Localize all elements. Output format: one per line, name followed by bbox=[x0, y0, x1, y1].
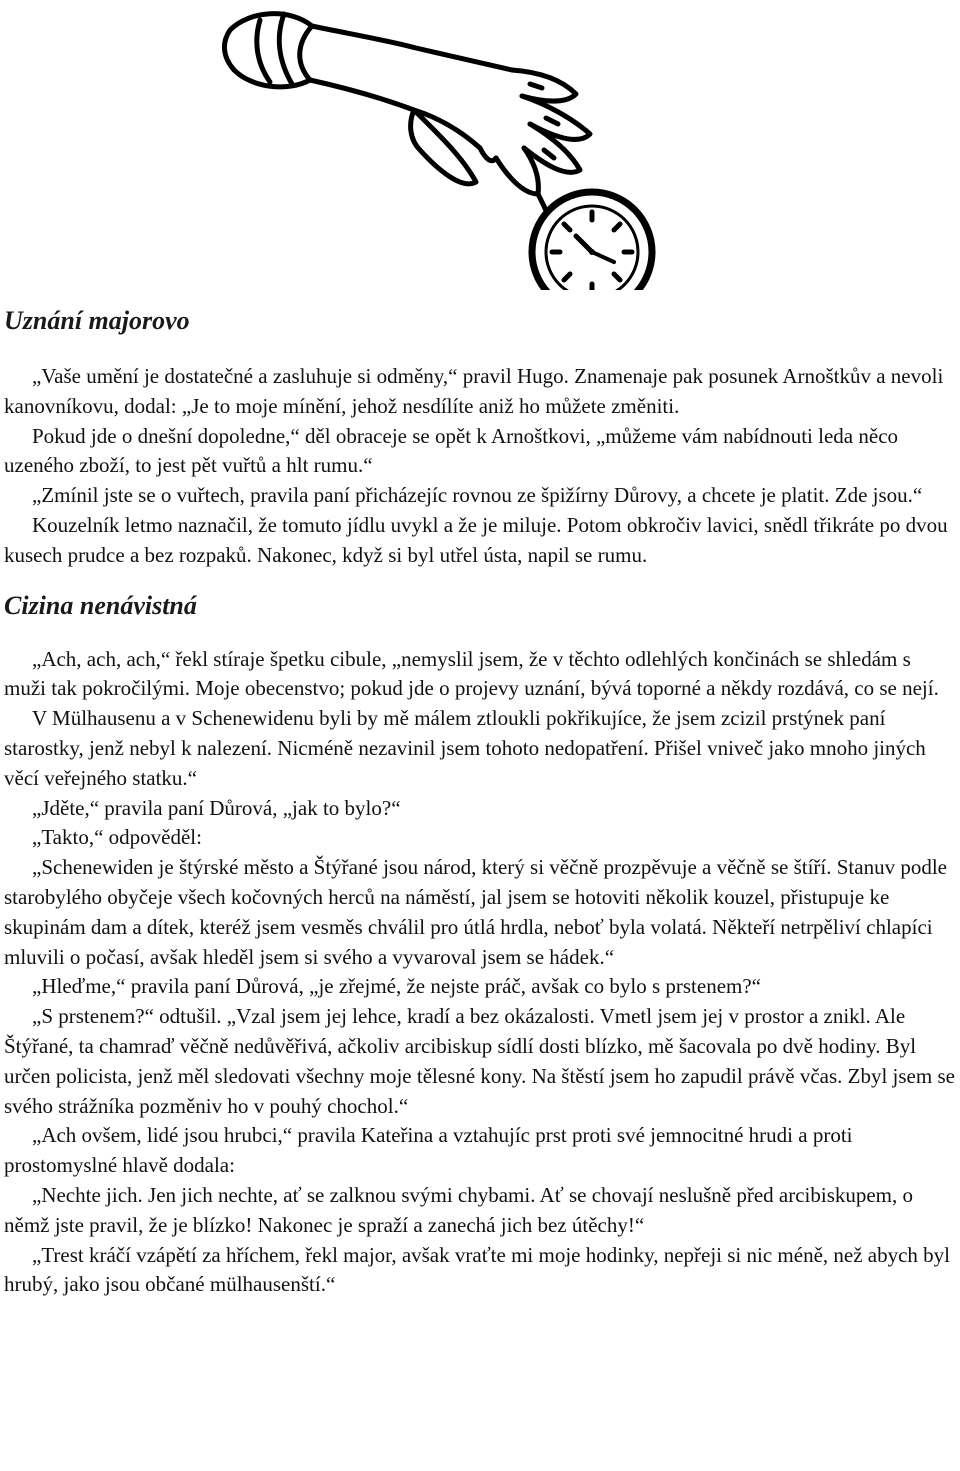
paragraph: „Ach, ach, ach,“ řekl stíraje špetku cibule, „nemyslil jsem, že v těchto odlehlých končinách se shledám s muži tak pokročilými. Moje obecenstvo; pokud jde o projevy uznání, bývá toporné a někdy rozdává, co se nejí. bbox=[4, 646, 939, 701]
paragraph: Pokud jde o dnešní dopoledne,“ děl obraceje se opět k Arnoštkovi, „můžeme vám nabídnouti leda něco uzeného zboží, to jest pět vuřtů a hlt rumu.“ bbox=[4, 423, 899, 478]
paragraph: „Hleďme,“ pravila paní Důrová, „je zřejmé, že nejste práč, avšak co bylo s prstenem?“ bbox=[32, 974, 762, 999]
paragraph: „Vaše umění je dostatečné a zasluhuje si odměny,“ pravil Hugo. Znamenaje pak posunek Arnoštkův a nevoli kanovníkovu, dodal: „Je to moje mínění, jehož nesdílíte aniž ho můžete změniti. bbox=[4, 364, 944, 418]
paragraph: Kouzelník letmo naznačil, že tomuto jídlu uvykl a že je miluje. Potom obkročiv lavici, snědl třikráte po dvou kusech prudce a bez rozpaků. Nakonec, když si byl utřel ústa, napil se rumu. bbox=[4, 512, 948, 567]
paragraph: „Jděte,“ pravila paní Důrová, „jak to bylo?“ bbox=[32, 795, 401, 820]
paragraph: „Zmínil jste se o vuřtech, pravila paní přicházejíc rovnou ze špižírny Důrovy, a chcete je platit. Zde jsou.“ bbox=[32, 483, 923, 508]
paragraph: „Takto,“ odpověděl: bbox=[32, 825, 202, 850]
paragraph: „S prstenem?“ odtušil. „Vzal jsem jej lehce, kradí a bez okázalosti. Vmetl jsem jej v prostor a znikl. Ale Štýřané, ta chamraď věčně nedůvěřivá, ačkoliv arcibiskup sídlí dosti blízko, mě šacovala po dvě hodiny. Byl určen policista, jenž měl sledovati všechny moje tělesné kony. Na štěstí jsem ho zapudil právě včas. Zbyl jsem se svého strážníka pozměniv ho v pouhý chochol.“ bbox=[4, 1004, 955, 1118]
paragraph: „Ach ovšem, lidé jsou hrubci,“ pravila Kateřina a vztahujíc prst proti své jemnocitné hrudi a proti prostomyslné hlavě dodala: bbox=[4, 1123, 853, 1178]
paragraph: V Mülhausenu a v Schenewidenu byli by mě málem ztloukli pokřikujíce, že jsem zcizil prstýnek paní starostky, jenž nebyl k nalezení. Nicméně nezavinil jsem tohoto nedopatření. Přišel vniveč jako mnoho jiných věcí veřejného statku.“ bbox=[4, 706, 926, 790]
section-title-cizina-nenavistna: Cizina nenávistná bbox=[4, 590, 197, 620]
section-title-uznani-majorovo: Uznání majorovo bbox=[4, 306, 190, 335]
paragraph: „Nechte jich. Jen jich nechte, ať se zalknou svými chybami. Ať se chovají neslušně před arcibiskupem, o němž jste pravil, že je blízko! Nakonec je spraží a zanechá jich bez útěchy!“ bbox=[4, 1182, 914, 1237]
paragraph: „Schenewiden je štýrské město a Štýřané jsou národ, který si věčně prozpěvuje a věčně se štíří. Stanuv podle starobylého obyčeje všech kočovných herců na náměstí, jal jsem se hotoviti několik kouzel, přistupuje ke skupinám dam a dítek, kteréž jsem vesměs chválil pro útlá hrdla, neboť byla volatá. Někteří netrpěliví chlapíci mluvili o počasí, avšak hleděl jsem si svého a vyvaroval jsem se hádek.“ bbox=[4, 855, 947, 969]
document-body bbox=[4, 306, 956, 1300]
hand-with-pocket-watch-icon bbox=[200, 0, 660, 290]
paragraph: „Trest kráčí vzápětí za hříchem, řekl major, avšak vraťte mi moje hodinky, nepřeji si nic méně, než abych byl hrubý, jako jsou občané mülhausenští.“ bbox=[4, 1242, 951, 1297]
